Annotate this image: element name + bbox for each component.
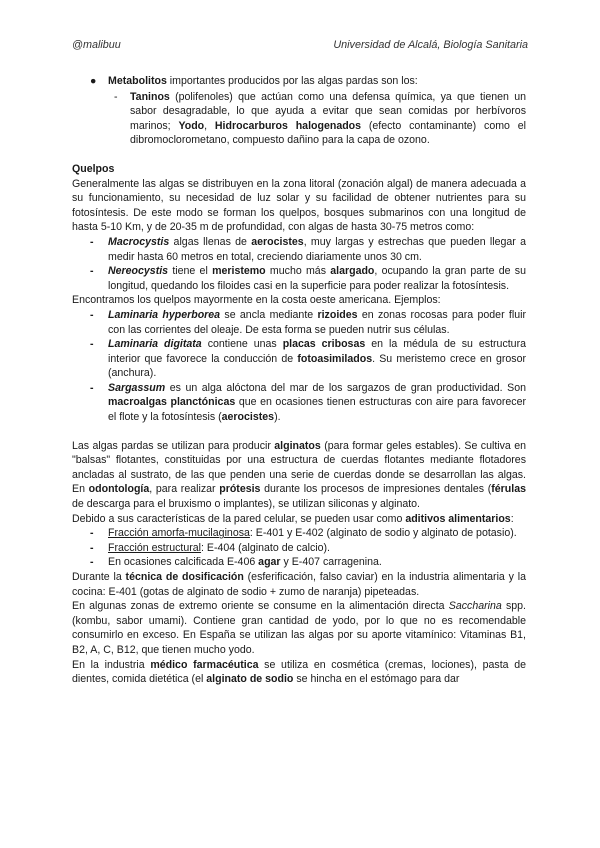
dash-icon: - <box>90 381 94 394</box>
bullet-metabolitos: ● Metabolitos importantes producidos por las algas pardas son los: <box>90 75 418 87</box>
dash-icon: - <box>90 556 94 569</box>
dash-icon: - <box>90 338 94 351</box>
list-item-laminaria-hyperborea: - Laminaria hyperborea se ancla mediante rizoides en zonas rocosas para poder fluir con las corrientes del oleaje. De esta forma se pueden nutrir sus células. <box>90 308 526 336</box>
dash-icon: - <box>90 265 94 278</box>
dash-icon: - <box>90 541 94 554</box>
list-item-calcificada: - En ocasiones calcificada E-406 agar y E-407 carragenina. <box>90 556 382 569</box>
paragraph-dosificacion: Durante la técnica de dosificación (esferificación, falso caviar) en la industria alimentaria y la cocina: E-401 (gotas de alginato de sodio + zumo de naranja) pipeteadas. <box>72 571 526 598</box>
list-item-fraccion-estructural: - Fracción estructural: E-404 (alginato de calcio). <box>90 541 330 554</box>
paragraph-alginatos: Las algas pardas se utilizan para producir alginatos (para formar geles estables). Se cultiva en "balsas" flotantes, constituidas por una estructura de cuerdas flotantes mediante flotadores ancladas al sustrato, de las que penden una serie de cuerdas donde se desarrollan las algas. En odontología, para realizar prótesis durante los procesos de impresiones dentales (férulas de descarga para el bruxismo o implantes), se utilizan siliconas y alginato. <box>72 439 526 511</box>
dash-icon: - <box>90 235 94 248</box>
list-item-laminaria-digitata: - Laminaria digitata contiene unas placas cribosas en la médula de su estructura interior que favorece la conducción de fotoasimilados. Su meristemo crece en grosor (anchura). <box>90 338 526 380</box>
list-item-fraccion-amorfa: - Fracción amorfa-mucilaginosa: E-401 y E-402 (alginato de sodio y alginato de potasio). <box>90 527 517 540</box>
subitem-taninos: - Taninos (polifenoles) que actúan como una defensa química, ya que tienen un sabor desagradable, lo que ayuda a evitar que sean comidas por herbívoros marinos; Yodo, Hidrocarburos halogenados (efecto contaminante) como el dibromoclorometano, compuesto dañino para la capa de ozono. <box>114 90 526 147</box>
list-item-sargassum: - Sargassum es un alga alóctona del mar de los sargazos de gran productividad. Son macroalgas planctónicas que en ocasiones tienen estructuras con aire para favorecer el flote y la fotosíntesis (aerocistes). <box>90 381 526 424</box>
paragraph-aditivos: Debido a sus características de la pared celular, se pueden usar como aditivos alimentarios: <box>72 512 514 525</box>
quelpos-examples-intro: Encontramos los quelpos mayormente en la costa oeste americana. Ejemplos: <box>72 294 441 307</box>
dash-icon: - <box>114 90 118 103</box>
list-item-macrocystis: - Macrocystis algas llenas de aerocistes, muy largas y estrechas que pueden llegar a medir hasta 60 metros en total, creciendo diariamente unos 30 cm. <box>90 235 526 263</box>
paragraph-medico: En la industria médico farmacéutica se utiliza en cosmética (cremas, lociones), pasta de dientes, comida dietética (el alginato de sodio se hincha en el estómago para dar <box>72 658 527 686</box>
bullet-dot-icon: ● <box>90 75 97 87</box>
term-metabolitos: Metabolitos <box>108 75 167 87</box>
page-body <box>72 74 526 687</box>
list-item-nereocystis: - Nereocystis tiene el meristemo mucho más alargado, ocupando la gran parte de su longitud, quedando los filoides casi en la superficie para poder realizar la fotosíntesis. <box>90 265 526 292</box>
dash-icon: - <box>90 308 94 321</box>
dash-icon: - <box>90 527 94 540</box>
header-author: @malibuu <box>72 39 121 51</box>
section-title-quelpos: Quelpos <box>72 162 115 175</box>
header-course: Universidad de Alcalá, Biología Sanitaria <box>333 39 528 51</box>
quelpos-intro: Generalmente las algas se distribuyen en la zona litoral (zonación algal) de manera adecuada a su funcionamiento, su necesidad de luz solar y su facilidad de obtener nutrientes para su fotosíntesis. De este modo se forman los quelpos, bosques submarinos con una longitud de hasta 5-10 Km, y de 20-35 m de profundidad, con algas de hasta 30-75 metros como: <box>72 177 526 234</box>
paragraph-oriente: En algunas zonas de extremo oriente se consume en la alimentación directa Saccharina spp. (kombu, sabor umami). Contiene gran cantidad de yodo, por lo que no es recomendable consumirlo en exceso. En España se utilizan las algas por su aporte vitamínico: Vitaminas B1, B2, A, C, B12, que tienen mucho yodo. <box>72 600 526 656</box>
